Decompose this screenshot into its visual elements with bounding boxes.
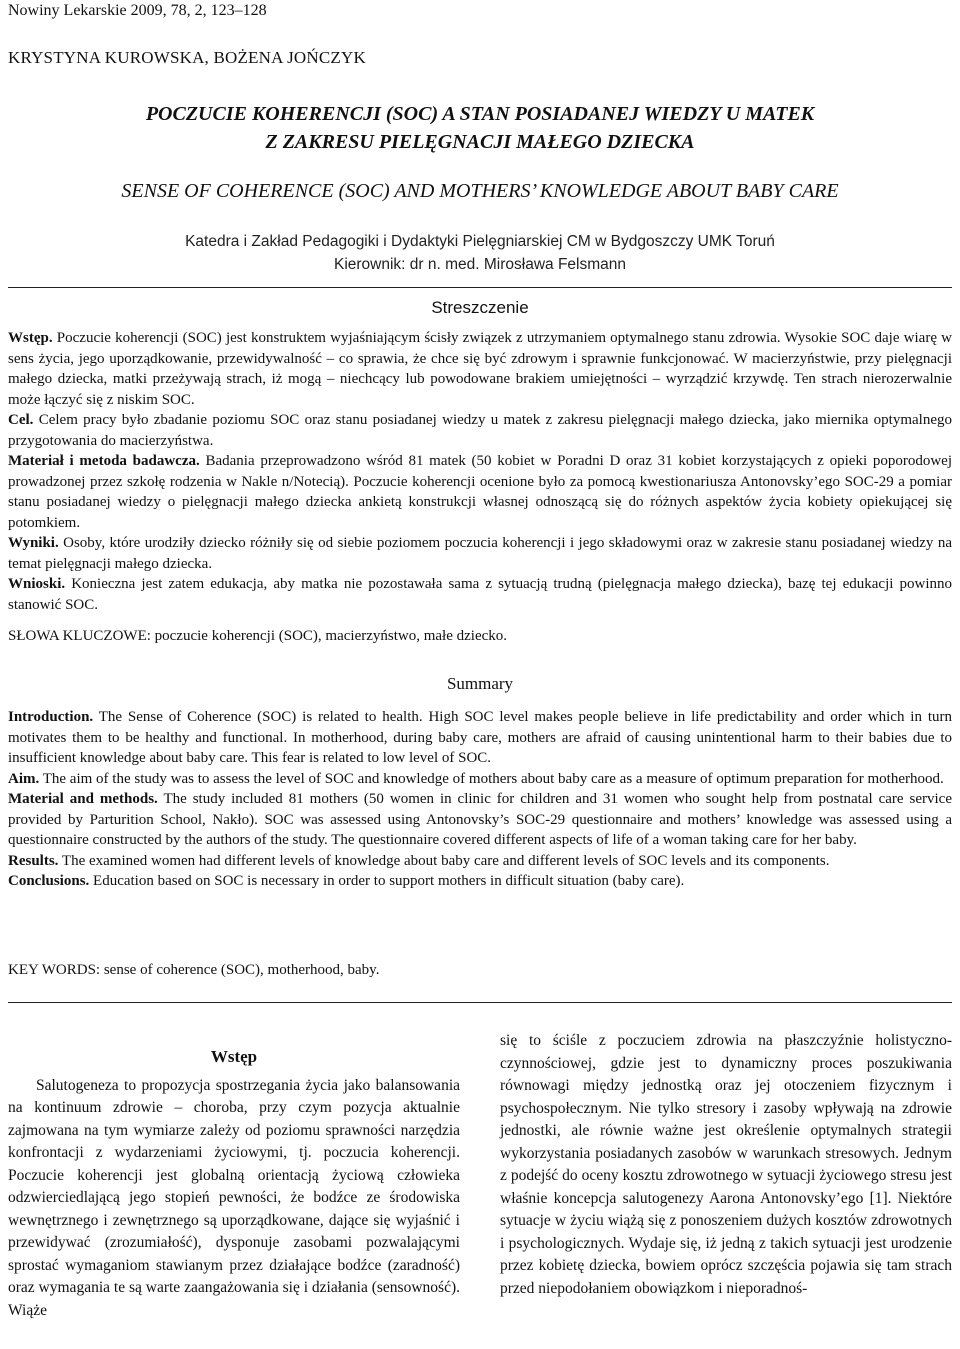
- text-wstep: Poczucie koherencji (SOC) jest konstruktem wyjaśniającym ścisły związek z utrzymaniem optymalnego stanu zdrowia. Wysokie SOC daje wiarę w sens życia, jego uporządkowanie, przewidywalność – co sprawia, że chce się być zdrowym i sprawnie funkcjonować. W macierzyństwie, przy pielęgnacji małego dziecka, matki przeżywają strach, iż mogą – niechcący lub powodowane brakiem umiejętności – wyrządzić krzywdę. Ten strach nierozerwalnie może łączyć się z niskim SOC.: [8, 330, 952, 408]
- label-aim: Aim.: [8, 770, 40, 787]
- text-methods: The study included 81 mothers (50 women in clinic for children and 31 women who sought help from postnatal care service provided by Parturition School, Nakło). SOC was assessed using Antonovsky’s SOC-29 questionnaire and mothers’ knowledge was assessed using a questionnaire constructed by the authors of the study. The questionnaire covered different aspects of life of a woman taking care for her baby.: [8, 791, 952, 848]
- text-wyniki: Osoby, które urodziły dziecko różniły się od siebie poziomem poczucia koherencji i jego składowymi oraz w zakresie stanu posiadanej wiedzy na temat pielęgnacji małego dziecka.: [8, 535, 952, 572]
- streszczenie-material: [8, 451, 952, 533]
- label-methods: Material and methods.: [8, 791, 158, 807]
- affiliation: [0, 230, 960, 276]
- text-conclusions: Education based on SOC is necessary in order to support mothers in difficult situation (baby care).: [89, 873, 685, 889]
- text-wnioski: Konieczna jest zatem edukacja, aby matka nie pozostawała sama z sytuacją trudną (pielęgnacja małego dziecka), bazę tej edukacji powinno stanowić SOC.: [8, 576, 952, 613]
- summary-results: [8, 851, 952, 872]
- label-wstep: Wstęp.: [8, 330, 53, 346]
- label-wnioski: Wnioski.: [8, 576, 66, 592]
- body-right-paragraph: się to ściśle z poczuciem zdrowia na płaszczyźnie holistyczno-czynnościowej, gdzie jest to dynamiczny proces poszukiwania równowagi między jednostką oraz jej otoczeniem fizycznym i psychospołecznym. Nie tylko stresory i zasoby wpływają na zdrowie jednostki, ale równie ważne jest określenie optymalnych strategii wykorzystania posiadanych zasobów w warunkach stresowych. Jednym z podejść do oceny kosztu zdrowotnego w sytuacji życiowego stresu jest właśnie koncepcja salutogenezy Aarona Antonovsky’ego [1]. Niektóre sytuacje w życiu wiążą się z ponoszeniem dużych kosztów zdrowotnych i psychologicznych. Wydaje się, iż jedną z takich sytuacji jest urodzenie przez kobietę dziecka, bowiem oprócz szczęścia pojawia się tam strach przed niepodołaniem obowiązkom i nieporadnoś-: [500, 1032, 952, 1297]
- affiliation-head: Kierownik: dr n. med. Mirosława Felsmann: [333, 256, 627, 273]
- key-words: KEY WORDS: sense of coherence (SOC), motherhood, baby.: [8, 962, 380, 978]
- title-line-1: POCZUCIE KOHERENCJI (SOC) A STAN POSIADANEJ WIEDZY U MATEK: [145, 103, 815, 125]
- text-material: Badania przeprowadzono wśród 81 matek (50 kobiet w Poradni D oraz 31 kobiet korzystających z opieki poporodowej prowadzonej przez szkołę rodzenia w Nakle n/Notecią). Poczucie koherencji ocenione było za pomocą kwestionariusza Antonovsky’ego SOC-29 a pomiar stanu posiadanej wiedzy o pielęgnacji małego dziecka ankietą konstrukcji własnej odnoszącą się do różnych aspektów życia kobiety opiekującej się potomkiem.: [8, 453, 953, 531]
- streszczenie-wnioski: [8, 574, 952, 615]
- summary-conclusions: [8, 871, 952, 892]
- summary-methods: [8, 789, 952, 851]
- summary-body: [8, 707, 952, 892]
- streszczenie-heading: Streszczenie: [431, 298, 529, 317]
- text-aim: The aim of the study was to assess the level of SOC and knowledge of mothers about baby care as a measure of optimum preparation for motherhood.: [39, 770, 944, 787]
- streszczenie-wyniki: [8, 533, 952, 574]
- body-column-right: [500, 1030, 952, 1300]
- label-wyniki: Wyniki.: [8, 535, 59, 551]
- body-left-paragraph: Salutogeneza to propozycja spostrzegania życia jako balansowania na kontinuum zdrowie – choroba, przy czym pozycja aktualnie zajmowana na tym wymiarze zależy od poziomu sprawności narzędzia konfrontacji z wydarzeniami życiowymi, tj. poczucia koherencji. Poczucie koherencji jest globalną orientacją życiową człowieka odzwierciedlającą jego stopień pewności, że bodźce ze środowiska wewnętrznego i zewnętrznego są uporządkowane, dające się wyjaśnić i przewidywać (zrozumiałość), dysponuje zasobami pozwalającymi sprostać wymaganiom stawianym przez działające bodźce (zaradność) oraz wymagania te są warte zaangażowania się i działania (sensowność). Wiąże: [8, 1076, 460, 1319]
- label-conclusions: Conclusions.: [8, 873, 90, 889]
- label-cel: Cel.: [8, 412, 34, 428]
- streszczenie-wstep: [8, 328, 952, 410]
- text-results: The examined women had different levels of knowledge about baby care and different levels of SOC levels and its components.: [58, 852, 830, 869]
- label-introduction: Introduction.: [8, 709, 94, 725]
- article-title-polish: [0, 100, 960, 156]
- text-introduction: The Sense of Coherence (SOC) is related to health. High SOC level makes people believe in life predictability and order which in turn motivates them to be healthy and functional. In motherhood, during baby care, mothers are afraid of causing unintentional harm to their babies due to insufficient knowledge about baby care. This fear is related to low level of SOC.: [8, 709, 952, 766]
- section-heading-wstep: Wstęp: [210, 1047, 258, 1066]
- streszczenie-cel: [8, 410, 952, 451]
- summary-heading: Summary: [446, 674, 514, 693]
- label-results: Results.: [8, 852, 59, 869]
- article-title-english: SENSE OF COHERENCE (SOC) AND MOTHERS’ KNOWLEDGE ABOUT BABY CARE: [121, 180, 839, 202]
- bottom-divider: [8, 1002, 952, 1003]
- journal-citation: Nowiny Lekarskie 2009, 78, 2, 123–128: [8, 2, 267, 19]
- affiliation-department: Katedra i Zakład Pedagogiki i Dydaktyki Pielęgniarskiej CM w Bydgoszczy UMK Toruń: [185, 233, 775, 250]
- summary-aim: [8, 769, 952, 790]
- streszczenie-body: [8, 328, 952, 615]
- summary-introduction: [8, 707, 952, 769]
- label-material: Materiał i metoda badawcza.: [8, 453, 200, 469]
- slowa-kluczowe: SŁOWA KLUCZOWE: poczucie koherencji (SOC), macierzyństwo, małe dziecko.: [8, 628, 508, 644]
- authors: KRYSTYNA KUROWSKA, BOŻENA JOŃCZYK: [8, 48, 366, 67]
- top-divider: [8, 287, 952, 288]
- title-line-2: Z ZAKRESU PIELĘGNACJI MAŁEGO DZIECKA: [265, 131, 695, 153]
- text-cel: Celem pracy było zbadanie poziomu SOC oraz stanu posiadanej wiedzy u matek z zakresu pielęgnacji małego dziecka, jako miernika optymalnego przygotowania do macierzyństwa.: [8, 412, 952, 449]
- body-column-left: [8, 1030, 460, 1322]
